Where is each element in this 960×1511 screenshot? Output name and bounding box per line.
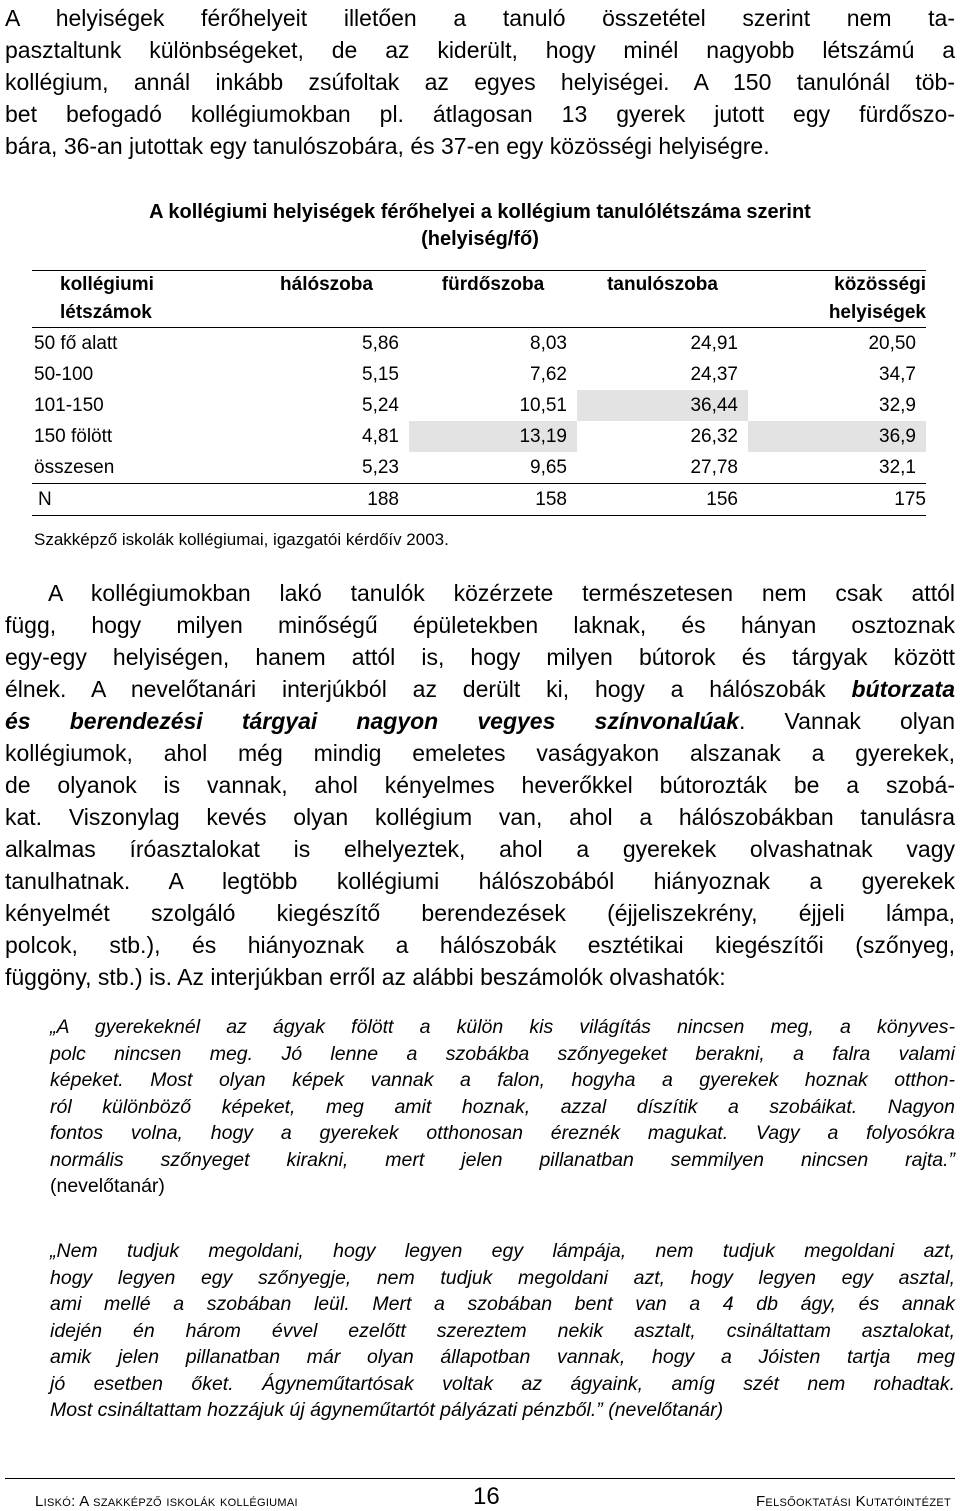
cell: 8,03 [530, 332, 567, 354]
cell: 5,86 [362, 332, 399, 354]
header-haloszoba: hálószoba [280, 274, 373, 295]
table-row [32, 421, 926, 452]
row-label: összesen [34, 456, 115, 478]
quote-line: ami mellé a szobában leül. Mert a szobában bent van a 4 db ágy, és annak [50, 1293, 955, 1315]
row-label: 101-150 [34, 394, 104, 416]
quote-line: polc nincsen meg. Jó lenne a szobákba szőnyegeket berakni, a falra valami [50, 1042, 955, 1065]
row-label: 150 fölött [34, 425, 113, 447]
table-source-note: Szakképző iskolák kollégiumai, igazgatói kérdőív 2003. [34, 530, 449, 549]
header-letszam: kollégiumi létszámok [60, 274, 154, 323]
body-line: A kollégiumokban lakó tanulók közérzete természetesen nem csak attól [48, 580, 955, 606]
table-row [32, 452, 926, 484]
cell: 24,37 [690, 363, 738, 385]
cell: 26,32 [690, 425, 738, 447]
cell-highlighted: 36,44 [577, 390, 748, 421]
header-furdoszoba: fürdőszoba [441, 274, 545, 295]
table-row [32, 359, 926, 390]
cell-highlighted: 13,19 [409, 421, 577, 452]
cell: 4,81 [362, 425, 399, 447]
table-row [32, 390, 926, 421]
emphasis: és berendezési tárgyai nagyon vegyes színvonalúak [5, 708, 739, 734]
body-line: de olyanok is vannak, ahol kényelmes heverőkkel bútorozták be a szobá- [5, 772, 955, 798]
cell-highlighted: 36,9 [748, 421, 926, 452]
quote-line: idején én három évvel ezelőtt szereztem nekik asztalt, csináltattam asztalokat, [50, 1319, 955, 1342]
cell: 9,65 [530, 456, 567, 478]
body-line: és berendezési tárgyai nagyon vegyes színvonalúak. Vannak olyan [5, 708, 955, 734]
interview-quote-1 [50, 1014, 955, 1200]
body-line: függöny, stb.) is. Az interjúkban erről az alábbi beszámolók olvashatók: [5, 964, 726, 990]
footer-institute: Felsőoktatási Kutatóintézet [755, 1493, 951, 1510]
quote-line: jó esetben őket. Ágyneműtartósak voltak az ágyaink, amíg szét nem rohadtak. [50, 1372, 955, 1395]
body-line: egy-egy helyiségen, hanem attól is, hogy milyen bútorok és tárgyak között [5, 644, 955, 670]
body-line: tanulhatnak. A legtöbb kollégiumi hálószobából hiányoznak a gyerekek [5, 868, 955, 894]
cell: 5,15 [362, 363, 399, 385]
emphasis: bútorzata [851, 676, 955, 702]
cell: 27,78 [690, 456, 738, 478]
cell: 5,24 [362, 394, 399, 416]
row-label: N [38, 488, 52, 510]
data-table [32, 270, 926, 516]
cell: 156 [706, 488, 738, 510]
body-line: élnek. A nevelőtanári interjúkból az derült ki, hogy a hálószobák bútorzata [5, 676, 955, 702]
cell: 34,7 [879, 363, 916, 385]
intro-line: kollégium, annál inkább zsúfoltak az egyes helyiségei. A 150 tanulónál töb- [5, 69, 955, 95]
cell: 5,23 [362, 456, 399, 478]
row-label: 50-100 [34, 363, 94, 385]
body-line: kollégiumok, ahol még mindig emeletes vaságyakon alszanak a gyerekek, [5, 740, 955, 766]
quote-line: képeket. Most olyan képek vannak a falon, hogyha a gyerekek hoznak otthon- [50, 1069, 955, 1091]
body-line: kényelmét szolgáló kiegészítő berendezések (éjjeliszekrény, éjjeli lámpa, [5, 900, 955, 926]
cell: 7,62 [530, 363, 567, 385]
table-title [0, 199, 960, 253]
table-row [32, 328, 926, 360]
quote-line: „Nem tudjuk megoldani, hogy legyen egy lámpája, nem tudjuk megoldani azt, [50, 1240, 955, 1262]
intro-line: pasztaltunk különbségeket, de az kiderült, hogy minél nagyobb létszámú a [5, 37, 955, 63]
body-line: kat. Viszonylag kevés olyan kollégium van, ahol a hálószobákban tanulásra [5, 804, 955, 830]
table-title-line: (helyiség/fő) [421, 228, 539, 250]
intro-line: A helyiségek férőhelyeit illetően a tanuló összetétel szerint nem ta- [5, 5, 955, 31]
intro-line: bára, 36-an jutottak egy tanulószobára, és 37-en egy közösségi helyiségre. [5, 133, 770, 159]
quote-line: amik jelen pillanatban már olyan állapotban vannak, hogy a Jóisten tartja meg [50, 1346, 955, 1368]
body-line: függ, hogy milyen minőségű épületekben laknak, és hányan osztoznak [5, 612, 955, 638]
table-header-row [32, 271, 926, 328]
quote-line: hogy legyen egy szőnyegje, nem tudjuk megoldani azt, hogy legyen egy asztal, [50, 1266, 955, 1289]
body-line: alkalmas íróasztalokat is elhelyeztek, ahol a gyerekek olvashatnak vagy [5, 836, 955, 862]
body-paragraph [5, 577, 955, 993]
page-footer [5, 1478, 955, 1510]
cell: 188 [367, 488, 399, 510]
quote-line: Most csináltattam hozzájuk új ágyneműtartót pályázati pénzből.” (nevelőtanár) [50, 1399, 724, 1421]
body-line: polcok, stb.), és hiányoznak a hálószobák esztétikai kiegészítői (szőnyeg, [5, 932, 955, 958]
cell: 20,50 [868, 332, 916, 354]
cell: 24,91 [690, 332, 738, 354]
cell: 158 [535, 488, 567, 510]
quote-line: „A gyerekeknél az ágyak fölött a külön kis világítás nincsen meg, a könyves- [50, 1016, 955, 1038]
header-tanuloszoba: tanulószoba [607, 274, 718, 295]
quote-line: fontos volna, hogy a gyerekek otthonosan éreznék magukat. Vagy a folyosókra [50, 1122, 955, 1144]
row-label: 50 fő alatt [34, 332, 118, 354]
page-number: 16 [473, 1483, 500, 1510]
quote-line: normális szőnyeget kirakni, mert jelen pillanatban semmilyen nincsen rajta.” [50, 1148, 955, 1171]
quote-attribution: (nevelőtanár) [50, 1175, 165, 1197]
quote-line: ról különböző képeket, meg amit hoznak, azzal díszítik a szobáikat. Nagyon [50, 1095, 955, 1118]
table-row [32, 484, 926, 516]
cell: 175 [894, 488, 926, 510]
table-title-line: A kollégiumi helyiségek férőhelyei a kollégium tanulólétszáma szerint [149, 201, 811, 223]
cell: 32,1 [879, 456, 916, 478]
interview-quote-2 [50, 1238, 955, 1424]
intro-paragraph [5, 2, 955, 162]
header-kozossegi: közösségi helyiségek [828, 274, 926, 323]
cell: 32,9 [879, 394, 916, 416]
footer-author-title: Liskó: A szakképző iskolák kollégiumai [35, 1493, 298, 1510]
intro-line: bet befogadó kollégiumokban pl. átlagosan 13 gyerek jutott egy fürdőszo- [5, 101, 955, 127]
cell: 10,51 [519, 394, 567, 416]
